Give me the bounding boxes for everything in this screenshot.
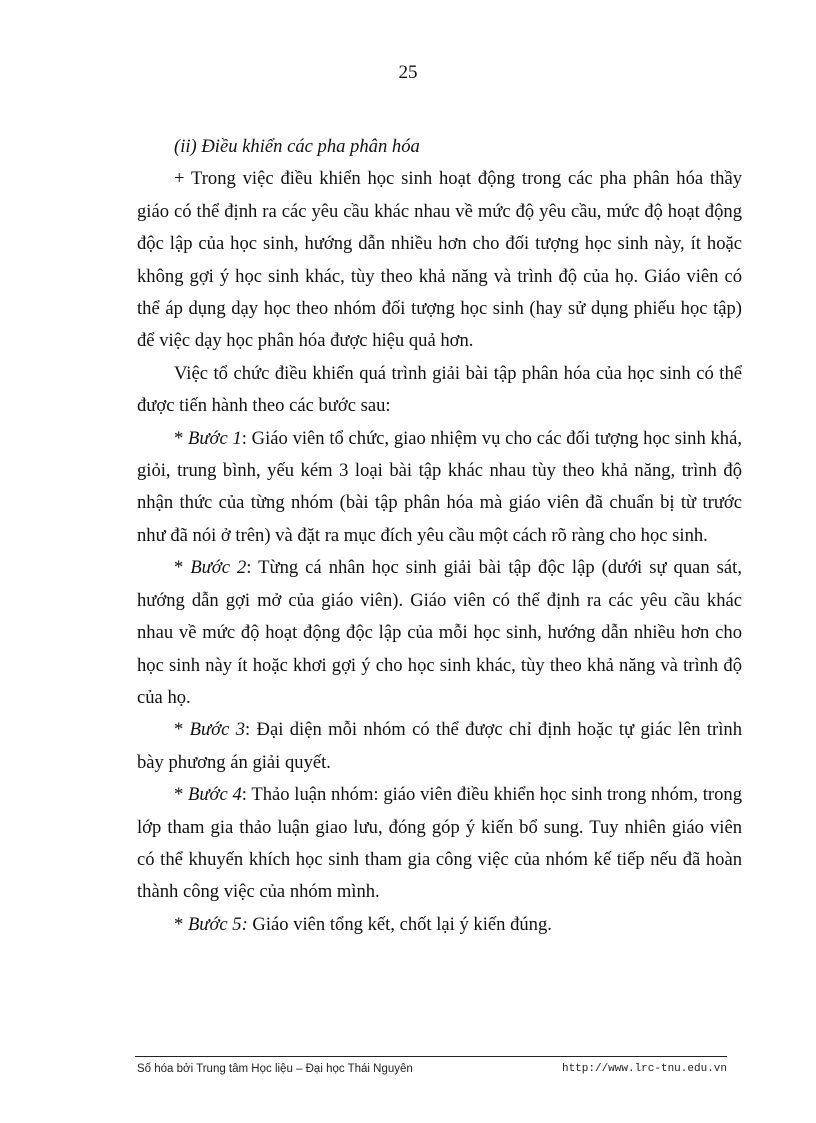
paragraph: + Trong việc điều khiển học sinh hoạt động trong các pha phân hóa thầy giáo có thể định ra các yêu cầu khác nhau về mức độ yêu cầu, mức độ hoạt động độc lập của học sinh, hướng dẫn nhiều hơn cho đối tượng học sinh này, ít hoặc không gợi ý học sinh khác, tùy theo khả năng và trình độ của họ. Giáo viên có thể áp dụng dạy học theo nhóm đối tượng học sinh (hay sử dụng phiếu học tập) để việc dạy học phân hóa được hiệu quả hơn. (137, 168, 742, 352)
step-label: Bước 1 (188, 427, 242, 449)
step-bullet: * (174, 784, 189, 806)
step-bullet: * (174, 913, 188, 935)
footer-credit: Số hóa bởi Trung tâm Học liệu – Đại học Thái Nguyên (137, 1063, 413, 1075)
step-bullet: * (174, 719, 190, 741)
page-body (137, 131, 742, 941)
step-separator: : (241, 427, 247, 449)
step-2-paragraph (137, 552, 742, 714)
step-3-paragraph (137, 714, 742, 779)
step-separator: : (241, 784, 247, 806)
step-text: Giáo viên tổng kết, chốt lại ý kiến đúng. (247, 913, 552, 935)
page-number: 25 (398, 62, 418, 83)
step-text: Giáo viên tổ chức, giao nhiệm vụ cho các đối tượng học sinh khá, giỏi, trung bình, yếu kém 3 loại bài tập khác nhau tùy theo khả năng, trình độ nhận thức của từng nhóm (bài tập phân hóa mà giáo viên đã chuẩn bị từ trước như đã nói ở trên) và đặt ra mục đích yêu cầu một cách rõ ràng cho học sinh. (137, 427, 742, 546)
paragraph: Việc tổ chức điều khiển quá trình giải bài tập phân hóa của học sinh có thể được tiến hành theo các bước sau: (137, 362, 742, 417)
step-text: Đại diện mỗi nhóm có thể được chỉ định hoặc tự giác lên trình bày phương án giải quyết. (137, 719, 743, 773)
step-5-paragraph (137, 909, 742, 941)
step-label: Bước 3 (189, 719, 246, 741)
step-label: Bước 2 (190, 557, 247, 579)
step-text: Từng cá nhân học sinh giải bài tập độc lập (dưới sự quan sát, hướng dẫn gợi mở của giáo viên). Giáo viên có thể định ra các yêu cầu khác nhau về mức độ hoạt động độc lập của mỗi học sinh, hướng dẫn nhiều hơn cho học sinh này ít hoặc khơi gợi ý cho học sinh khác, tùy theo khả năng và trình độ của họ. (137, 557, 742, 708)
footer-url: http://www.lrc-tnu.edu.vn (561, 1063, 727, 1075)
step-bullet: * (174, 427, 189, 449)
step-separator: : (245, 719, 251, 741)
footer-divider (135, 1056, 727, 1057)
section-heading: (ii) Điều khiển các pha phân hóa (174, 136, 420, 157)
step-bullet: * (174, 557, 191, 579)
step-4-paragraph (137, 779, 742, 909)
step-label: Bước 4 (188, 784, 242, 806)
step-separator: : (246, 557, 252, 579)
step-label: Bước 5: (187, 913, 248, 935)
step-1-paragraph (137, 423, 742, 553)
step-text: Thảo luận nhóm: giáo viên điều khiển học sinh trong nhóm, trong lớp tham gia thảo luận giao lưu, đóng góp ý kiến bổ sung. Tuy nhiên giáo viên có thể khuyến khích học sinh tham gia công việc của nhóm kế tiếp nếu đã hoàn thành công việc của nhóm mình. (137, 784, 742, 903)
